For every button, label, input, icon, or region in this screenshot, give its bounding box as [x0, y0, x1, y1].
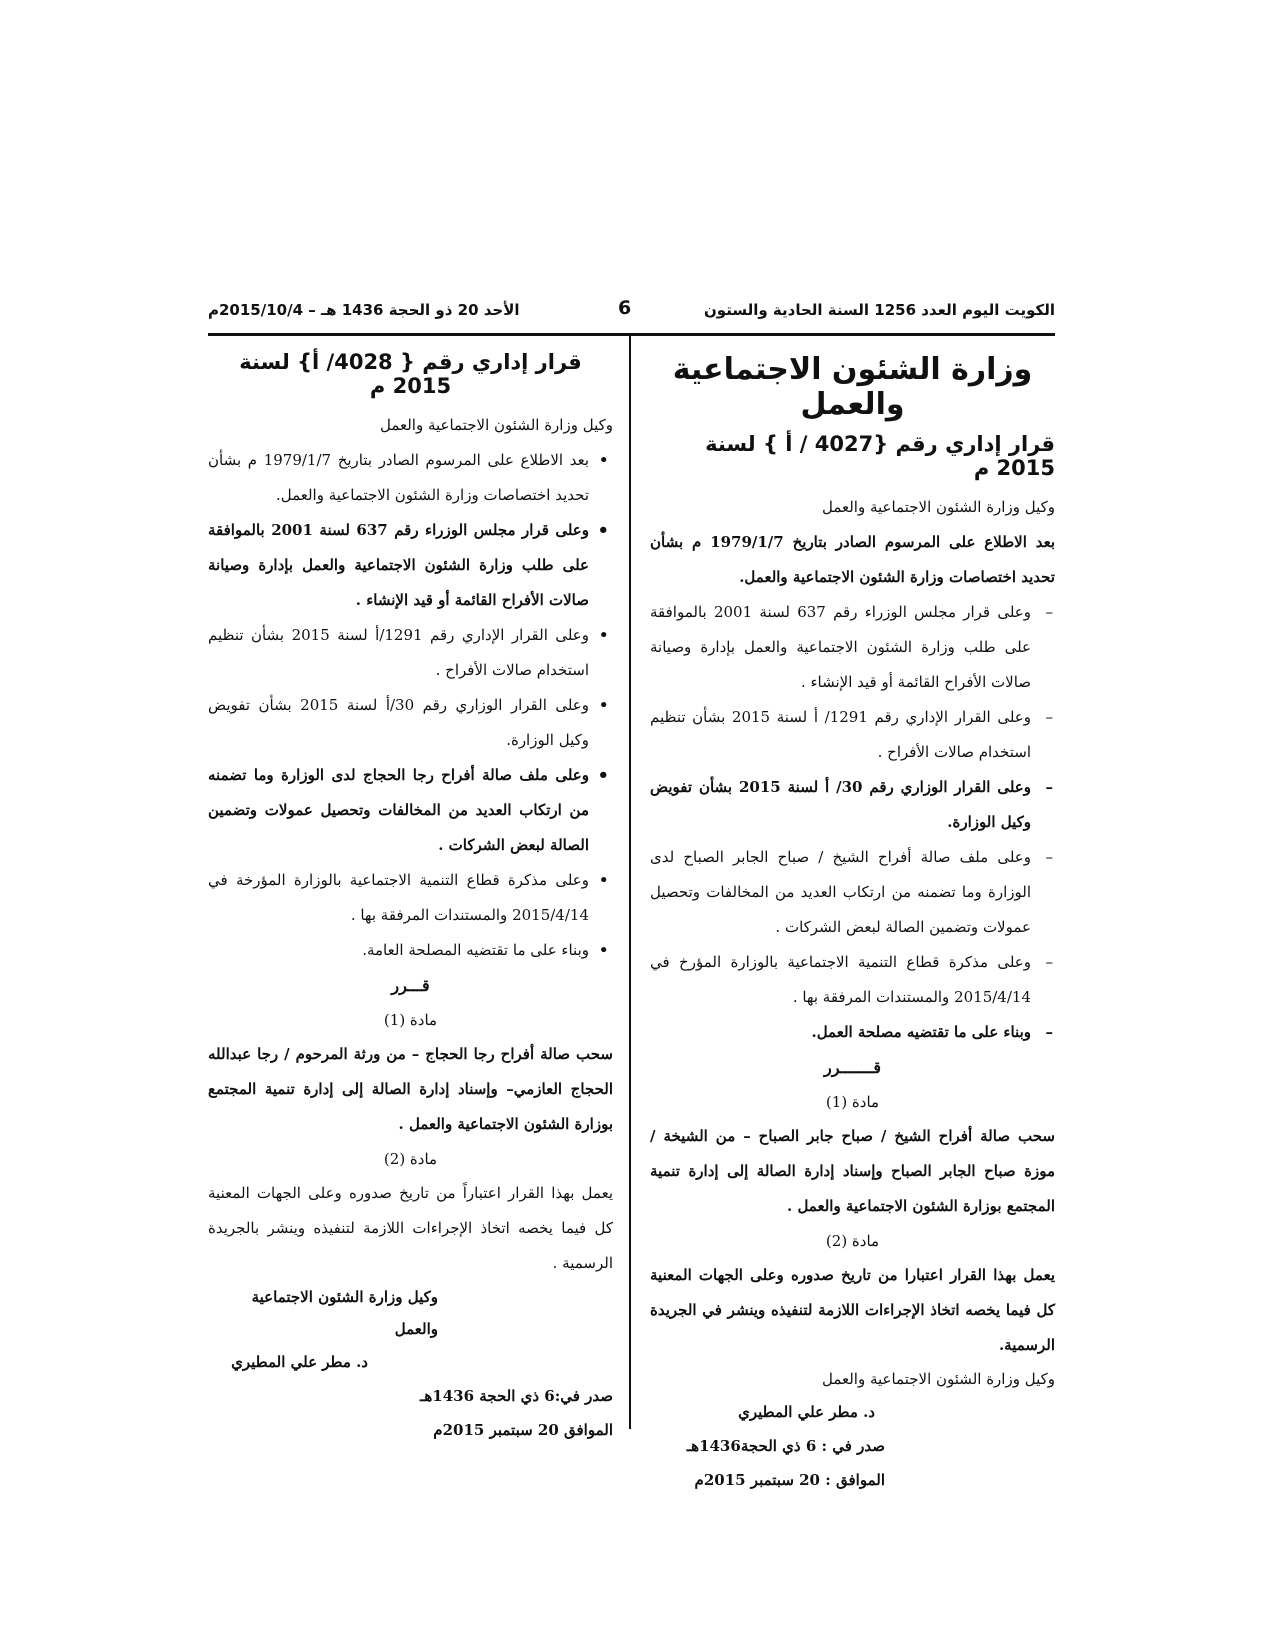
list-item: – وعلى قرار مجلس الوزراء رقم 637 لسنة 2001 بالموافقة على طلب وزارة الشئون الاجتماعية والعمل بإدارة وصيانة صالات الأفراح القائمة أو قيد الإنشاء .	[650, 595, 1055, 700]
signature-name: د. مطر علي المطيري	[738, 1403, 875, 1421]
list-item: – وعلى القرار الوزاري رقم 30/ أ لسنة 2015 بشأن تفويض وكيل الوزارة.	[650, 770, 1055, 840]
header-date: الأحد 20 ذو الحجة 1436 هـ – 2015/10/4م	[208, 301, 520, 319]
list-item: – وعلى القرار الإداري رقم 1291/ أ لسنة 2015 بشأن تنظيم استخدام صالات الأفراح .	[650, 700, 1055, 770]
decided-heading: قـــرر	[391, 976, 430, 995]
article-1-text: سحب صالة أفراح الشيخ / صباح جابر الصباح – من الشيخة / موزة صباح الجابر الصباح وإسناد إدارة الصالة إلى إدارة تنمية المجتمع بوزارة الشئون الاجتماعية والعمل .	[650, 1127, 1055, 1215]
preamble-list	[208, 443, 613, 968]
signature-role: وكيل وزارة الشئون الاجتماعية والعمل	[251, 1288, 438, 1338]
issuer: وكيل وزارة الشئون الاجتماعية والعمل	[821, 498, 1055, 516]
header-divider	[208, 333, 1055, 336]
issued-date: صدر في:6 ذي الحجة 1436هـ	[419, 1387, 613, 1405]
decision-title: قرار إداري رقم { 4028/ أ} لسنة 2015 م	[239, 350, 582, 398]
left-column	[208, 340, 613, 1447]
decision-title: قرار إداري رقم {4027 / أ } لسنة 2015 م	[705, 432, 1055, 480]
article-1-label: مادة (1)	[383, 1011, 438, 1029]
issuer: وكيل وزارة الشئون الاجتماعية والعمل	[379, 416, 613, 434]
preamble-intro: بعد الاطلاع على المرسوم الصادر بتاريخ 1979/1/7 م بشأن تحديد اختصاصات وزارة الشئون الاجتماعية والعمل.	[650, 533, 1056, 586]
header-publication: الكويت اليوم العدد 1256 السنة الحادية والستون	[704, 301, 1055, 319]
list-item: – وبناء على ما تقتضيه مصلحة العمل.	[650, 1015, 1055, 1050]
page-number: 6	[618, 297, 632, 319]
article-2-label: مادة (2)	[383, 1150, 438, 1168]
column-divider	[629, 336, 631, 1429]
article-1-label: مادة (1)	[825, 1093, 880, 1111]
ministry-title: وزارة الشئون الاجتماعية والعمل	[672, 352, 1033, 422]
decided-heading: قـــــــرر	[823, 1058, 881, 1077]
signature-name: د. مطر علي المطيري	[231, 1353, 368, 1371]
list-item: • وعلى مذكرة قطاع التنمية الاجتماعية بالوزارة المؤرخة في 2015/4/14 والمستندات المرفقة بها .	[208, 863, 613, 933]
signature-role: وكيل وزارة الشئون الاجتماعية والعمل	[821, 1370, 1055, 1388]
article-2-text: يعمل بهذا القرار اعتبارا من تاريخ صدوره وعلى الجهات المعنية كل فيما يخصه اتخاذ الإجراءات اللازمة لتنفيذه وينشر في الجريدة الرسمية.	[650, 1266, 1055, 1354]
corresponding-date: الموافق : 20 سبتمبر 2015م	[694, 1471, 885, 1489]
list-item: – وعلى ملف صالة أفراح الشيخ / صباح الجابر الصباح لدى الوزارة وما تضمنه من ارتكاب العديد من المخالفات وتحصيل عمولات وتضمين الصالة لبعض الشركات .	[650, 840, 1055, 945]
list-item: – وعلى مذكرة قطاع التنمية الاجتماعية بالوزارة المؤرخ في 2015/4/14 والمستندات المرفقة بها .	[650, 945, 1055, 1015]
right-column	[650, 340, 1055, 1497]
preamble-list	[650, 595, 1055, 1050]
list-item: • بعد الاطلاع على المرسوم الصادر بتاريخ 1979/1/7 م بشأن تحديد اختصاصات وزارة الشئون الاجتماعية والعمل.	[208, 443, 613, 513]
list-item: • وعلى قرار مجلس الوزراء رقم 637 لسنة 2001 بالموافقة على طلب وزارة الشئون الاجتماعية والعمل بإدارة وصيانة صالات الأفراح القائمة أو قيد الإنشاء .	[208, 513, 613, 618]
article-2-text: يعمل بهذا القرار اعتباراً من تاريخ صدوره وعلى الجهات المعنية كل فيما يخصه اتخاذ الإجراءات اللازمة لتنفيذه وينشر بالجريدة الرسمية .	[208, 1184, 613, 1272]
list-item: • وعلى ملف صالة أفراح رجا الحجاج لدى الوزارة وما تضمنه من ارتكاب العديد من المخالفات وتحصيل عمولات وتضمين الصالة لبعض الشركات .	[208, 758, 613, 863]
article-1-text: سحب صالة أفراح رجا الحجاج – من ورثة المرحوم / رجا عبدالله الحجاج العازمي– وإسناد إدارة الصالة إلى إدارة تنمية المجتمع بوزارة الشئون الاجتماعية والعمل .	[208, 1045, 613, 1133]
issued-date: صدر في : 6 ذي الحجة1436هـ	[686, 1437, 885, 1455]
list-item: • وعلى القرار الإداري رقم 1291/أ لسنة 2015 بشأن تنظيم استخدام صالات الأفراح .	[208, 618, 613, 688]
corresponding-date: الموافق 20 سبتمبر 2015م	[433, 1421, 613, 1439]
page-header	[208, 297, 1055, 327]
list-item: • وبناء على ما تقتضيه المصلحة العامة.	[208, 933, 613, 968]
list-item: • وعلى القرار الوزاري رقم 30/أ لسنة 2015 بشأن تفويض وكيل الوزارة.	[208, 688, 613, 758]
article-2-label: مادة (2)	[825, 1232, 880, 1250]
